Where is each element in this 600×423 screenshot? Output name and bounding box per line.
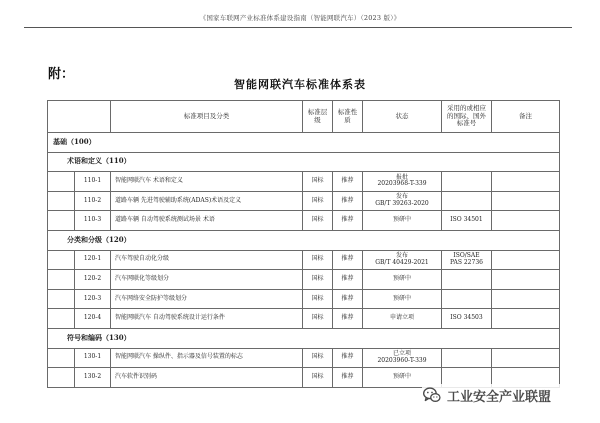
status-line: 发布 [395,193,408,201]
indent-cell [48,211,75,231]
item-name: 道路车辆 自动驾驶系统测试场景 术语 [111,211,303,231]
section-label: 符号和编码（130） [67,332,131,342]
status-line: 预研中 [392,275,411,282]
table-row [48,348,560,368]
intl-standard-line: PAS 22736 [450,258,483,266]
header-level: 标准层级 [303,101,333,133]
item-level: 国标 [303,348,333,368]
indent-cell [48,172,75,192]
item-remark [492,191,560,211]
item-level: 国标 [303,289,333,309]
item-name: 汽车软件识别码 [111,368,303,388]
status-line: GB/T 40429-2021 [375,258,429,266]
table-row [48,270,560,290]
item-remark [492,270,560,290]
account-watermark [422,384,592,406]
section-cell [48,133,560,153]
item-number: 130-1 [75,348,111,368]
status-line: 报批 [395,173,408,181]
item-nature: 推荐 [333,289,363,309]
item-name: 智能网联汽车 自动驾驶系统设计运行条件 [111,309,303,329]
item-nature: 推荐 [333,211,363,231]
table-row [48,309,560,329]
status-line: 预研中 [392,372,411,380]
wechat-icon [422,385,442,405]
table-title: 智能网联汽车标准体系表 [234,78,366,91]
item-name: 智能网联汽车 术语和定义 [111,172,303,192]
category-row [48,133,560,153]
item-status [363,211,442,231]
header-nature: 标准性质 [333,101,363,133]
item-nature: 推荐 [333,191,363,211]
item-name: 道路车辆 先进驾驶辅助系统(ADAS)术语及定义 [111,191,303,211]
item-name: 汽车网联化等级划分 [111,270,303,290]
item-status [363,270,442,290]
item-nature: 推荐 [333,368,363,388]
status-line: 申请立项 [389,314,414,322]
subcategory-row [48,328,560,348]
indent-cell [48,270,75,290]
item-remark [492,309,560,329]
section-cell [48,328,560,348]
item-remark [492,172,560,192]
indent-cell [48,309,75,329]
item-name: 汽车网络安全防护等级划分 [111,289,303,309]
item-number: 120-3 [75,289,111,309]
item-number: 120-2 [75,270,111,290]
item-number: 110-1 [75,172,111,192]
table-header-row [48,101,560,133]
table-row [48,250,560,270]
document-header: 《国家车联网产业标准体系建设指南（智能网联汽车）（2023 版）》 [199,14,401,22]
appendix-label: 附： [48,67,75,82]
item-nature: 推荐 [333,309,363,329]
item-level: 国标 [303,250,333,270]
status-line: 预研中 [392,294,411,302]
item-level: 国标 [303,368,333,388]
subcategory-row [48,230,560,250]
item-level: 国标 [303,172,333,192]
item-intl-standard [442,289,492,309]
item-number: 130-2 [75,368,111,388]
header-remark: 备注 [492,101,560,133]
item-remark [492,211,560,231]
header-blank [48,101,111,133]
indent-cell [48,250,75,270]
section-label: 术语和定义（110） [67,156,131,166]
item-status [363,309,442,329]
item-number: 120-4 [75,309,111,329]
item-remark [492,348,560,368]
item-nature: 推荐 [333,172,363,192]
item-intl-standard [442,191,492,211]
header-status: 状态 [363,101,442,133]
item-level: 国标 [303,191,333,211]
section-label: 基础（100） [53,136,96,146]
item-nature: 推荐 [333,250,363,270]
item-level: 国标 [303,211,333,231]
item-nature: 推荐 [333,348,363,368]
status-line: 发布 [395,251,408,259]
item-level: 国标 [303,270,333,290]
section-cell [48,230,560,250]
item-name: 智能网联汽车 操纵件、指示器及信号装置的标志 [111,348,303,368]
standards-table [47,100,560,388]
table-row [48,191,560,211]
item-status [363,348,442,368]
item-number: 110-3 [75,211,111,231]
item-status [363,191,442,211]
section-cell [48,152,560,172]
subcategory-row [48,152,560,172]
item-status [363,250,442,270]
item-remark [492,250,560,270]
item-intl-standard [442,172,492,192]
indent-cell [48,191,75,211]
status-line: 预研中 [392,216,411,224]
item-number: 110-2 [75,191,111,211]
section-label: 分类和分级（120） [67,234,131,244]
table-row [48,172,560,192]
indent-cell [48,289,75,309]
item-intl-standard [442,348,492,368]
indent-cell [48,368,75,388]
table-row [48,289,560,309]
item-intl-standard [442,250,492,270]
item-status [363,172,442,192]
header-divider [24,27,572,28]
status-line: 已立项 [392,349,411,357]
item-status [363,289,442,309]
indent-cell [48,348,75,368]
status-line: 20203968-T-339 [377,180,427,188]
item-number: 120-1 [75,250,111,270]
table-row [48,211,560,231]
item-nature: 推荐 [333,270,363,290]
item-level: 国标 [303,309,333,329]
item-intl-standard: ISO 34501 [442,211,492,231]
item-remark [492,289,560,309]
item-intl-standard: ISO 34503 [442,309,492,329]
watermark-text: 工业安全产业联盟 [447,389,552,405]
header-item: 标准项目及分类 [111,101,303,133]
status-line: 20203960-T-339 [377,356,427,364]
intl-standard-line: ISO/SAE [453,251,480,259]
status-line: GB/T 39263-2020 [375,200,429,208]
item-intl-standard [442,270,492,290]
item-name: 汽车驾驶自动化分级 [111,250,303,270]
header-intl: 采用的或相应的国际、国外标准号 [442,101,492,133]
